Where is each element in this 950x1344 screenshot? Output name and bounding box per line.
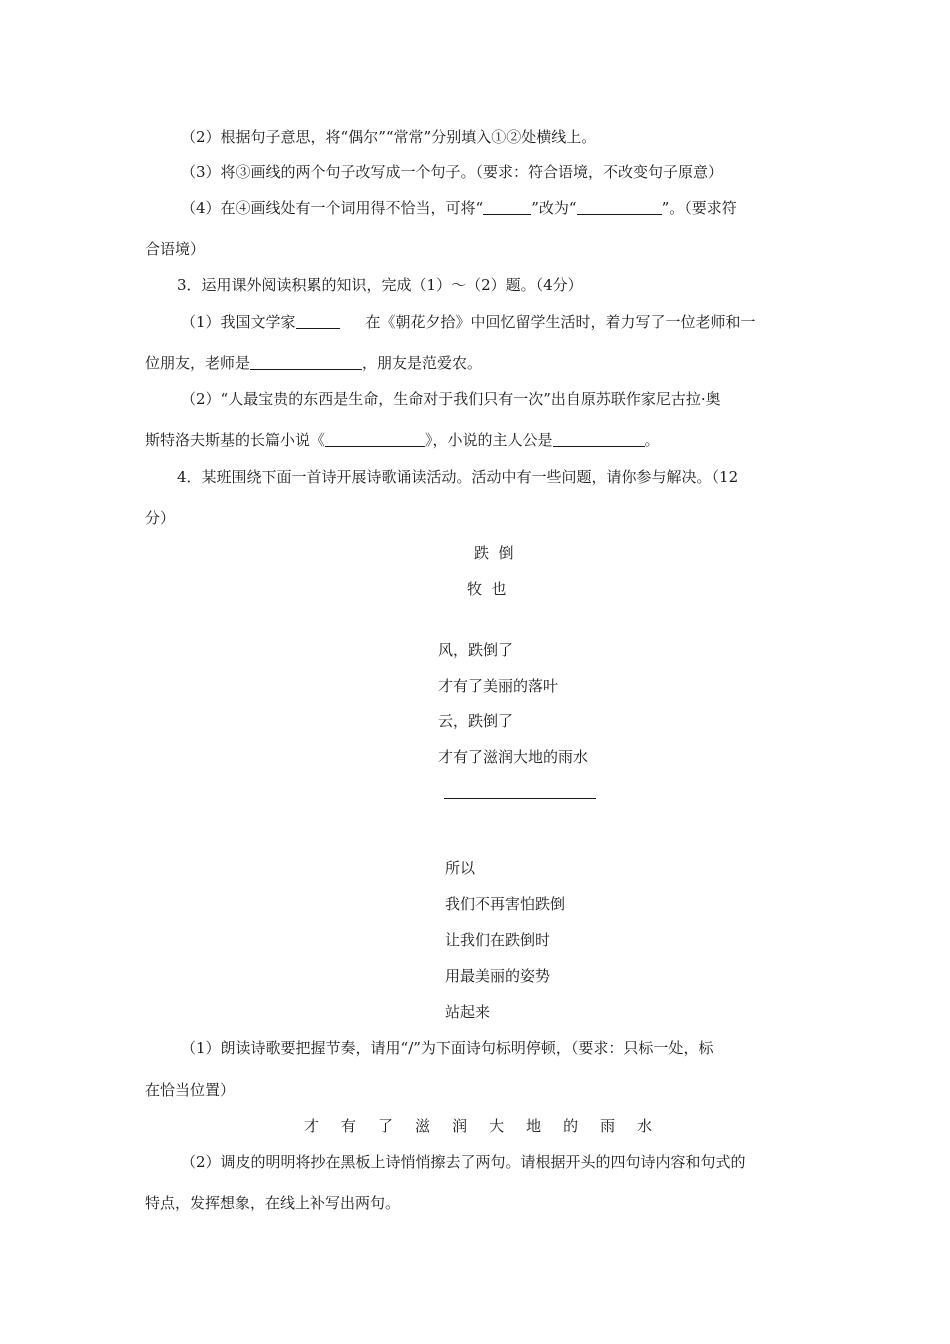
poem-line: 所以 [445,859,476,877]
q4-sub-1-line-2: 在恰当位置） [145,1081,236,1099]
poem-author: 牧 也 [467,580,507,598]
poem-line: 云，跌倒了 [438,712,514,730]
poem-line: 站起来 [445,1003,491,1021]
q2-item-2: （2）根据句子意思，将“偶尔”“常常”分别填入①②处横线上。 [181,128,597,146]
q4-sub-2-line-2: 特点，发挥想象，在线上补写出两句。 [145,1194,401,1212]
q3-item-1-text-a: （1）我国文学家 [181,313,296,331]
poem-line: 用最美丽的姿势 [445,967,551,985]
q3-item-2-line-1: （2）“人最宝贵的东西是生命，生命对于我们只有一次”出自原苏联作家尼古拉·奥 [181,390,721,408]
q3-intro: 3．运用课外阅读积累的知识，完成（1）～（2）题。（4分） [177,276,583,294]
q3-novel-blank[interactable] [325,431,425,447]
rhythm-char: 地 [526,1117,542,1135]
q3-item-1-line-1 [181,312,756,332]
q3-item-2-text-b: 斯特洛夫斯基的长篇小说《 [145,431,326,449]
poem-line: 我们不再害怕跌倒 [445,895,566,913]
rhythm-char: 有 [341,1117,357,1135]
q3-protagonist-blank[interactable] [553,431,645,447]
rhythm-char: 了 [378,1117,394,1135]
q3-item-2-text-c: 》，小说的主人公是 [425,431,553,449]
q4-intro-line-1: 4．某班围绕下面一首诗开展诗歌诵读活动。活动中有一些问题，请你参与解决。（12 [177,468,739,486]
poem-title: 跌 倒 [474,544,514,562]
poem-line: 让我们在跌倒时 [445,931,551,949]
poem-answer-line[interactable] [444,798,596,799]
q4-sub-2-line-1: （2）调皮的明明将抄在黑板上诗悄悄擦去了两句。请根据开头的四句诗内容和句式的 [181,1153,746,1171]
poem-line: 才有了美丽的落叶 [438,677,559,695]
q2-item-4-text-a: （4）在④画线处有一个词用得不恰当，可将“ [181,199,484,217]
rhythm-char: 的 [563,1117,579,1135]
q3-author-blank[interactable] [296,313,340,329]
q3-item-1-text-b: 在《朝花夕拾》中回忆留学生活时，着力写了一位老师和一 [365,313,756,331]
poem-line: 才有了滋润大地的雨水 [438,748,589,766]
q4-sub-1-line-1: （1）朗读诗歌要把握节奏，请用“/”为下面诗句标明停顿，（要求：只标一处，标 [181,1039,714,1057]
rhythm-char: 才 [304,1117,320,1135]
rhythm-sentence[interactable] [304,1116,674,1136]
q2-item-4-continued: 合语境） [145,240,206,258]
rhythm-char: 水 [637,1117,653,1135]
q2-item-3: （3）将③画线的两个句子改写成一个句子。（要求：符合语境，不改变句子原意） [181,163,724,181]
rhythm-char: 大 [489,1117,505,1135]
q3-item-2-line-2 [145,430,660,450]
rhythm-char: 滋 [415,1117,431,1135]
q3-item-1-text-d: ，朋友是范爱农。 [362,354,483,372]
rhythm-char: 润 [452,1117,468,1135]
q2-item-4-text-c: ”。（要求符 [661,199,737,217]
q3-item-1-line-2 [145,353,482,373]
q3-item-1-text-c: 位朋友，老师是 [145,354,251,372]
q4-intro-line-2: 分） [145,509,176,527]
q2-item-4-blank-2[interactable] [577,199,662,215]
q2-item-4-text-b: ”改为“ [531,199,577,217]
q2-item-4-blank-1[interactable] [483,199,531,215]
q3-item-2-text-d: 。 [644,431,660,449]
q2-item-4 [181,198,737,218]
rhythm-char: 雨 [600,1117,616,1135]
poem-line: 风，跌倒了 [438,641,514,659]
q3-teacher-blank[interactable] [250,354,362,370]
